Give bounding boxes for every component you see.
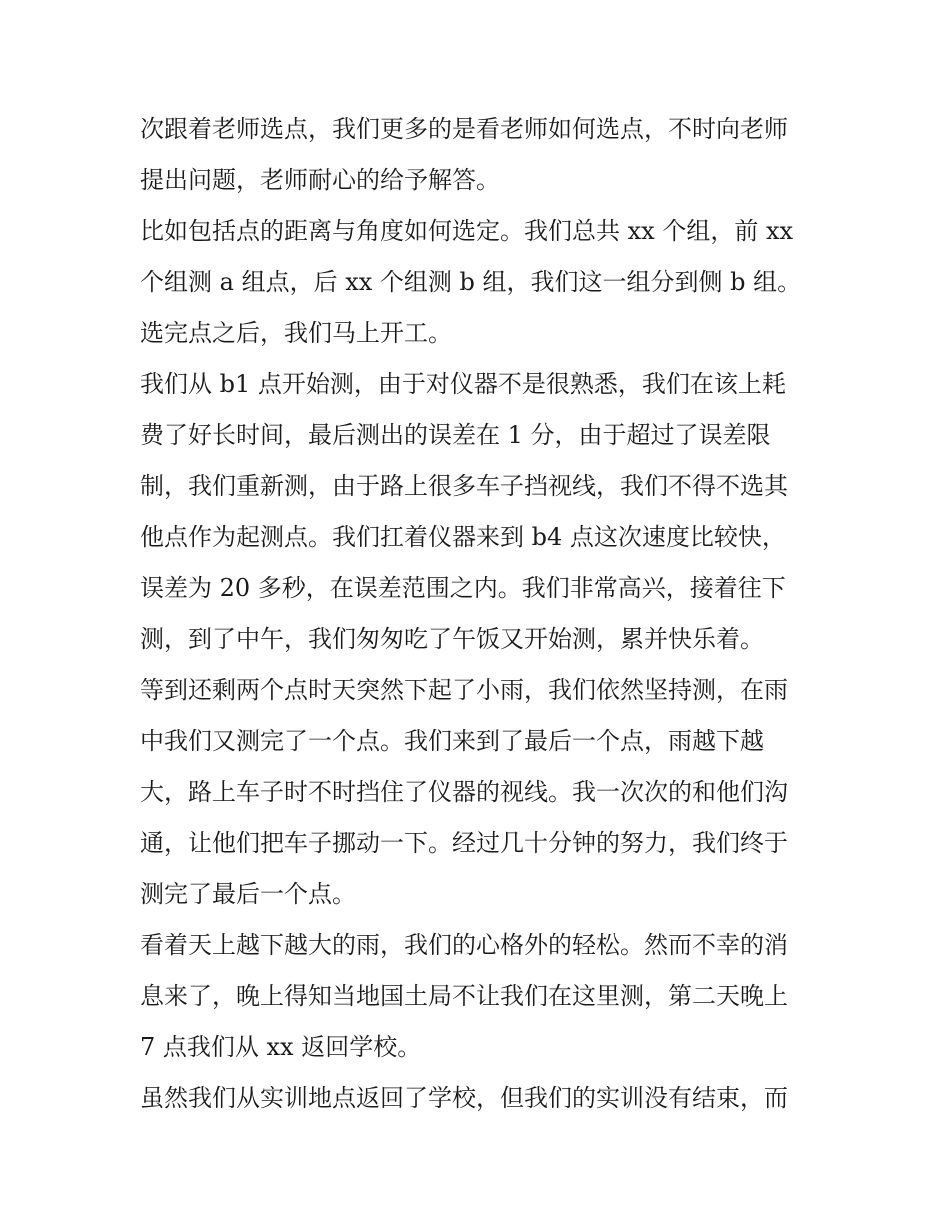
document-body: [140, 104, 820, 1124]
text-line: 息来了，晚上得知当地国土局不让我们在这里测，第二天晚上: [140, 982, 788, 1010]
text-line: 中我们又测完了一个点。我们来到了最后一个点，雨越下越: [140, 727, 764, 755]
text-line: 误差为 20 多秒，在误差范围之内。我们非常高兴，接着往下: [140, 574, 786, 602]
text-line: 通，让他们把车子挪动一下。经过几十分钟的努力，我们终于: [140, 829, 788, 857]
text-line: 比如包括点的距离与角度如何选定。我们总共 xx 个组，前 xx: [140, 217, 794, 245]
text-line: 大，路上车子时不时挡住了仪器的视线。我一次次的和他们沟: [140, 778, 788, 806]
text-line: 等到还剩两个点时天突然下起了小雨，我们依然坚持测，在雨: [140, 676, 788, 704]
text-line: 选完点之后，我们马上开工。: [140, 319, 452, 347]
text-line: 7 点我们从 xx 返回学校。: [140, 1033, 422, 1061]
text-line: 他点作为起测点。我们扛着仪器来到 b4 点这次速度比较快，: [140, 523, 786, 551]
text-line: 提出问题，老师耐心的给予解答。: [140, 166, 500, 194]
text-line: 次跟着老师选点，我们更多的是看老师如何选点，不时向老师: [140, 115, 788, 143]
text-line: 看着天上越下越大的雨，我们的心格外的轻松。然而不幸的消: [140, 931, 788, 959]
text-line: 测完了最后一个点。: [140, 880, 356, 908]
text-line: 制，我们重新测，由于路上很多车子挡视线，我们不得不选其: [140, 472, 788, 500]
text-line: 测，到了中午，我们匆匆吃了午饭又开始测，累并快乐着。: [140, 625, 764, 653]
text-line: 个组测 a 组点，后 xx 个组测 b 组，我们这一组分到侧 b 组。: [140, 268, 802, 296]
text-line: 虽然我们从实训地点返回了学校，但我们的实训没有结束，而: [140, 1084, 788, 1112]
text-line: 我们从 b1 点开始测，由于对仪器不是很熟悉，我们在该上耗: [140, 370, 786, 398]
text-line: 费了好长时间，最后测出的误差在 1 分，由于超过了误差限: [140, 421, 771, 449]
